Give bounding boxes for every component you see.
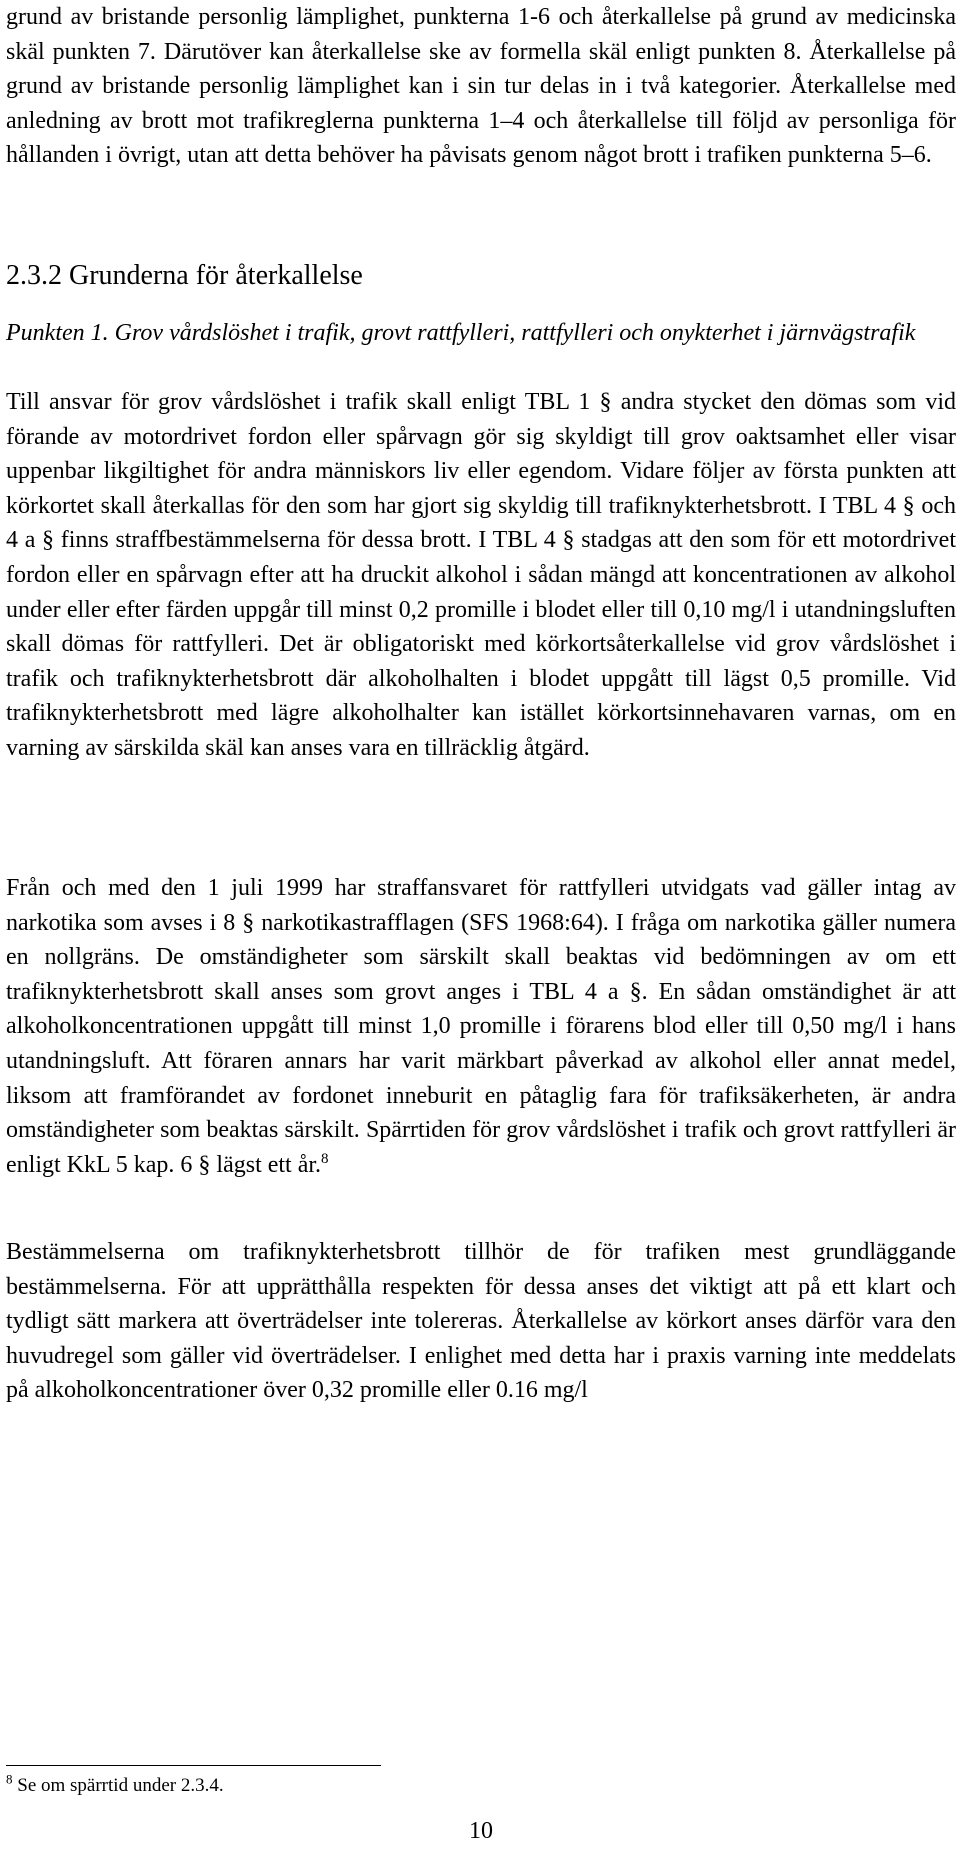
punkt-body-paragraph: Till ansvar för grov vårdslöshet i trafik skall enligt TBL 1 § andra stycket den dömas som vid förande av motordrivet fordon eller spårvagn gör sig skyldigt till grov oaktsamhet eller visar uppenbar likgiltighet för andra människors liv eller egendom. Vidare följer av första punkten att körkortet skall återkallas för den som har gjort sig skyldig till trafiknykterhetsbrott. I TBL 4 § och 4 a § finns straffbestämmelserna för dessa brott. I TBL 4 § stadgas att den som för ett motordrivet fordon eller en spårvagn efter att ha druckit alkohol i sådan mängd att koncentrationen av alkohol under eller efter färden uppgår till minst 0,2 promille i blodet eller till 0,10 mg/l i utandningsluften skall dömas för rattfylleri. Det är obligatoriskt med körkortsåterkallelse vid grov vårdslöshet i trafik och trafiknykterhetsbrott där alkoholhalten i blodet uppgått till lägst 0,5 promille. Vid trafiknykterhetsbrott med lägre alkoholhalter kan istället körkortsinnehavaren varnas, om en varning av särskilda skäl kan anses vara en tillräcklig åtgärd. — [6, 389, 956, 761]
intro-paragraph: grund av bristande personlig lämplighet, punkterna 1-6 och återkallelse på grund av medicinska skäl punkten 7. Därutöver kan återkallelse ske av formella skäl enligt punkten 8. Återkallelse på grund av bristande personlig lämplighet kan i sin tur delas in i två kategorier. Återkallelse med anledning av brott mot trafikreglerna punkterna 1–4 och återkallelse till följd av personliga för hållanden i övrigt, utan att detta behöver ha påvisats genom något brott i trafiken punkterna 5–6. — [6, 4, 956, 169]
bestammelser-paragraph: Bestämmelserna om trafiknykterhetsbrott tillhör de för trafiken mest grundläggande bestämmelserna. För att upprätthålla respekten för dessa anses det viktigt att på ett klart och tydligt sätt markera att överträdelser inte tolereras. Återkallelse av körkort anses därför vara den huvudregel som gäller vid överträdelser. I enlighet med detta har i praxis varning inte meddelats på alkoholkoncentrationer över 0,32 promille eller 0.16 mg/l — [6, 1239, 956, 1404]
narkotika-text: Från och med den 1 juli 1999 har straffansvaret för rattfylleri utvidgats vad gäller intag av narkotika som avses i 8 § narkotikastrafflagen (SFS 1968:64). I fråga om narkotika gäller numera en nollgräns. De omständigheter som särskilt skall beaktas vid bedömningen av om ett trafiknykterhetsbrott skall anses som grovt anges i TBL 4 a §. En sådan omständighet är att alkoholkoncentrationen uppgått till minst 1,0 promille i förarens blod eller till 0,50 mg/l i hans utandningsluft. Att föraren annars har varit märkbart påverkad av alkohol eller annat medel, liksom att framförandet av fordonet inneburit en påtaglig fara för trafiksäkerheten, är andra omständigheter som beaktas särskilt. Spärrtiden för grov vårdslöshet i trafik och grovt rattfylleri är enligt KkL 5 kap. 6 § lägst ett år. — [6, 875, 956, 1178]
footnote-text: Se om spärrtid under 2.3.4. — [12, 1775, 224, 1796]
page-number: 10 — [469, 1818, 493, 1844]
footnote-reference[interactable]: 8 — [321, 1150, 329, 1167]
punkt-title: Punkten 1. Grov vårdslöshet i trafik, grovt rattfylleri, rattfylleri och onykterhet i järnvägstrafik — [6, 320, 916, 346]
section-heading: 2.3.2 Grunderna för återkallelse — [6, 260, 363, 291]
footnote-divider — [6, 1765, 381, 1766]
footnote — [6, 1772, 224, 1800]
footnote-mark: 8 — [6, 1771, 13, 1787]
narkotika-paragraph — [6, 871, 956, 1182]
